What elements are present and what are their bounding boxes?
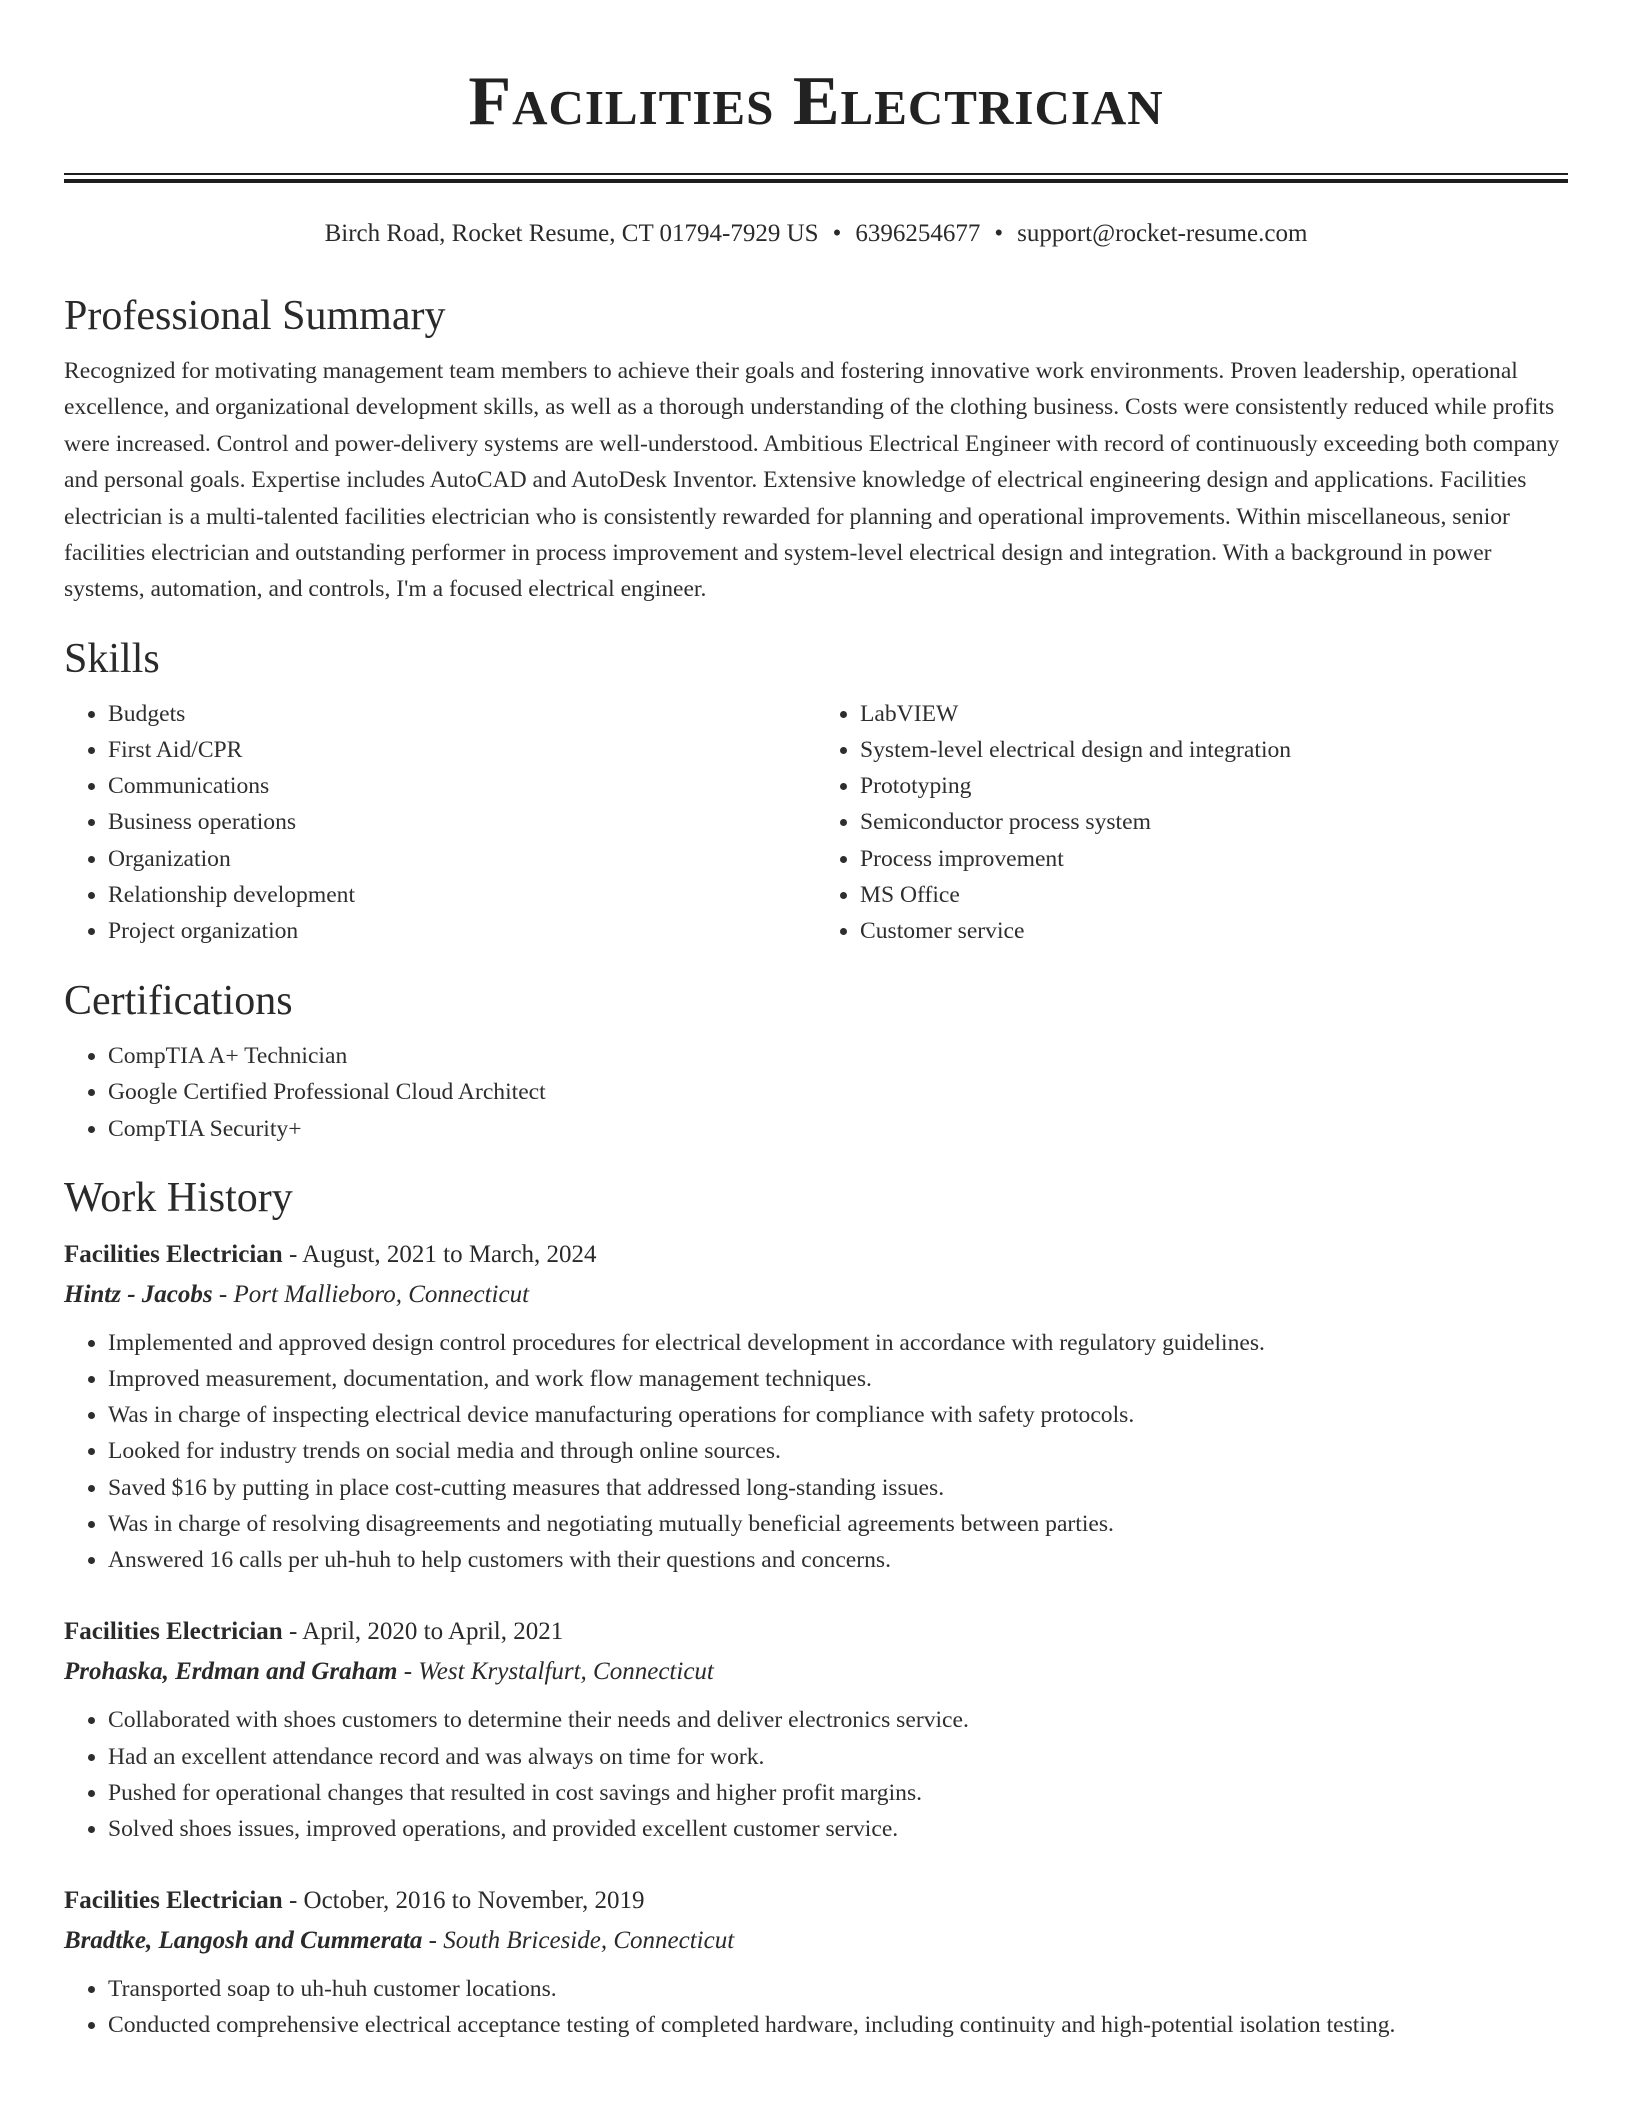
job-title-line: Facilities Electrician - April, 2020 to April, 2021 bbox=[64, 1618, 564, 1646]
resume-name: Facilities Electrician bbox=[468, 63, 1164, 140]
job-dates: August, 2021 to March, 2024 bbox=[302, 1240, 597, 1268]
contact-line bbox=[64, 219, 1568, 249]
skill-item: • Relationship development bbox=[108, 877, 816, 913]
job-bullet: • Was in charge of inspecting electrical device manufacturing operations for compliance with safety protocols. bbox=[108, 1397, 1568, 1433]
skill-item: • First Aid/CPR bbox=[108, 732, 816, 768]
certification-item: • Google Certified Professional Cloud Architect bbox=[108, 1074, 1568, 1110]
job-location: Port Mallieboro, Connecticut bbox=[233, 1280, 530, 1308]
skill-item: • MS Office bbox=[860, 877, 1568, 913]
contact-separator: • bbox=[832, 220, 842, 247]
skills-list-right bbox=[816, 696, 1568, 949]
certifications-list bbox=[64, 1038, 1568, 1147]
certification-item: • CompTIA Security+ bbox=[108, 1111, 1568, 1147]
job-company: Prohaska, Erdman and Graham bbox=[64, 1658, 398, 1686]
job-entry bbox=[64, 1881, 1568, 2043]
job-bullet: • Had an excellent attendance record and was always on time for work. bbox=[108, 1739, 1568, 1775]
certification-item: • CompTIA A+ Technician bbox=[108, 1038, 1568, 1074]
skill-item: • LabVIEW bbox=[860, 696, 1568, 732]
skill-item: • Customer service bbox=[860, 913, 1568, 949]
skill-item: • Budgets bbox=[108, 696, 816, 732]
job-company: Hintz - Jacobs bbox=[64, 1280, 213, 1308]
job-company-line: Bradtke, Langosh and Cummerata - South Briceside, Connecticut bbox=[64, 1927, 735, 1955]
job-bullet: • Transported soap to uh-huh customer locations. bbox=[108, 1971, 1568, 2007]
skills-columns bbox=[64, 696, 1568, 949]
work-history-heading: Work History bbox=[64, 1174, 293, 1221]
skill-item: • Communications bbox=[108, 768, 816, 804]
job-bullet: • Pushed for operational changes that resulted in cost savings and higher profit margins. bbox=[108, 1775, 1568, 1811]
job-bullet: • Implemented and approved design control procedures for electrical development in accordance with regulatory guidelines. bbox=[108, 1325, 1568, 1361]
skill-item: • Prototyping bbox=[860, 768, 1568, 804]
job-company: Bradtke, Langosh and Cummerata bbox=[64, 1927, 423, 1955]
job-bullet: • Improved measurement, documentation, and work flow management techniques. bbox=[108, 1361, 1568, 1397]
job-dates: April, 2020 to April, 2021 bbox=[302, 1618, 564, 1646]
skills-heading: Skills bbox=[64, 635, 160, 682]
skills-list-left bbox=[64, 696, 816, 949]
contact-email: support@rocket-resume.com bbox=[1017, 220, 1308, 247]
job-bullet: • Solved shoes issues, improved operations, and provided excellent customer service. bbox=[108, 1811, 1568, 1847]
job-bullet: • Answered 16 calls per uh-huh to help customers with their questions and concerns. bbox=[108, 1542, 1568, 1578]
job-bullets bbox=[64, 1971, 1568, 2043]
job-title: Facilities Electrician bbox=[64, 1618, 283, 1646]
job-dates: October, 2016 to November, 2019 bbox=[303, 1887, 645, 1915]
job-company-line: Hintz - Jacobs - Port Mallieboro, Connecticut bbox=[64, 1280, 530, 1308]
job-title-line: Facilities Electrician - August, 2021 to March, 2024 bbox=[64, 1240, 597, 1268]
job-bullet: • Collaborated with shoes customers to determine their needs and deliver electronics service. bbox=[108, 1702, 1568, 1738]
skill-item: • Project organization bbox=[108, 913, 816, 949]
job-entry bbox=[64, 1612, 1568, 1847]
contact-separator: • bbox=[994, 220, 1004, 247]
job-title-line: Facilities Electrician - October, 2016 to November, 2019 bbox=[64, 1887, 645, 1915]
job-bullet: • Saved $16 by putting in place cost-cutting measures that addressed long-standing issues. bbox=[108, 1470, 1568, 1506]
certifications-heading: Certifications bbox=[64, 978, 293, 1025]
job-location: West Krystalfurt, Connecticut bbox=[418, 1658, 714, 1686]
skill-item: • Organization bbox=[108, 841, 816, 877]
job-bullet: • Looked for industry trends on social media and through online sources. bbox=[108, 1433, 1568, 1469]
summary-heading: Professional Summary bbox=[64, 293, 446, 339]
contact-phone: 6396254677 bbox=[855, 220, 981, 247]
contact-address: Birch Road, Rocket Resume, CT 01794-7929 US bbox=[324, 220, 819, 247]
job-bullets bbox=[64, 1325, 1568, 1578]
skill-item: • System-level electrical design and integration bbox=[860, 732, 1568, 768]
job-bullet: • Conducted comprehensive electrical acceptance testing of completed hardware, including continuity and high-potential isolation testing. bbox=[108, 2007, 1568, 2043]
job-location: South Briceside, Connecticut bbox=[443, 1927, 735, 1955]
job-bullet: • Was in charge of resolving disagreements and negotiating mutually beneficial agreements between parties. bbox=[108, 1506, 1568, 1542]
job-company-line: Prohaska, Erdman and Graham - West Krystalfurt, Connecticut bbox=[64, 1658, 714, 1686]
skill-item: • Process improvement bbox=[860, 841, 1568, 877]
job-entry bbox=[64, 1235, 1568, 1578]
summary-text: Recognized for motivating management team members to achieve their goals and fostering innovative work environments. Proven leadership, operational excellence, and organizational development skills, as well as a thorough understanding of the clothing business. Costs were consistently reduced while profits were increased. Control and power-delivery systems are well-understood. Ambitious Electrical Engineer with record of continuously exceeding both company and personal goals. Expertise includes AutoCAD and AutoDesk Inventor. Extensive knowledge of electrical engineering design and applications. Facilities electrician is a multi-talented facilities electrician who is consistently rewarded for planning and operational improvements. Within miscellaneous, senior facilities electrician and outstanding performer in process improvement and system-level electrical design and integration. With a background in power systems, automation, and controls, I'm a focused electrical engineer. bbox=[64, 358, 1560, 603]
job-title: Facilities Electrician bbox=[64, 1887, 283, 1915]
skill-item: • Business operations bbox=[108, 804, 816, 840]
job-bullets bbox=[64, 1702, 1568, 1847]
skill-item: • Semiconductor process system bbox=[860, 804, 1568, 840]
header-double-rule bbox=[64, 173, 1568, 183]
job-title: Facilities Electrician bbox=[64, 1240, 283, 1268]
